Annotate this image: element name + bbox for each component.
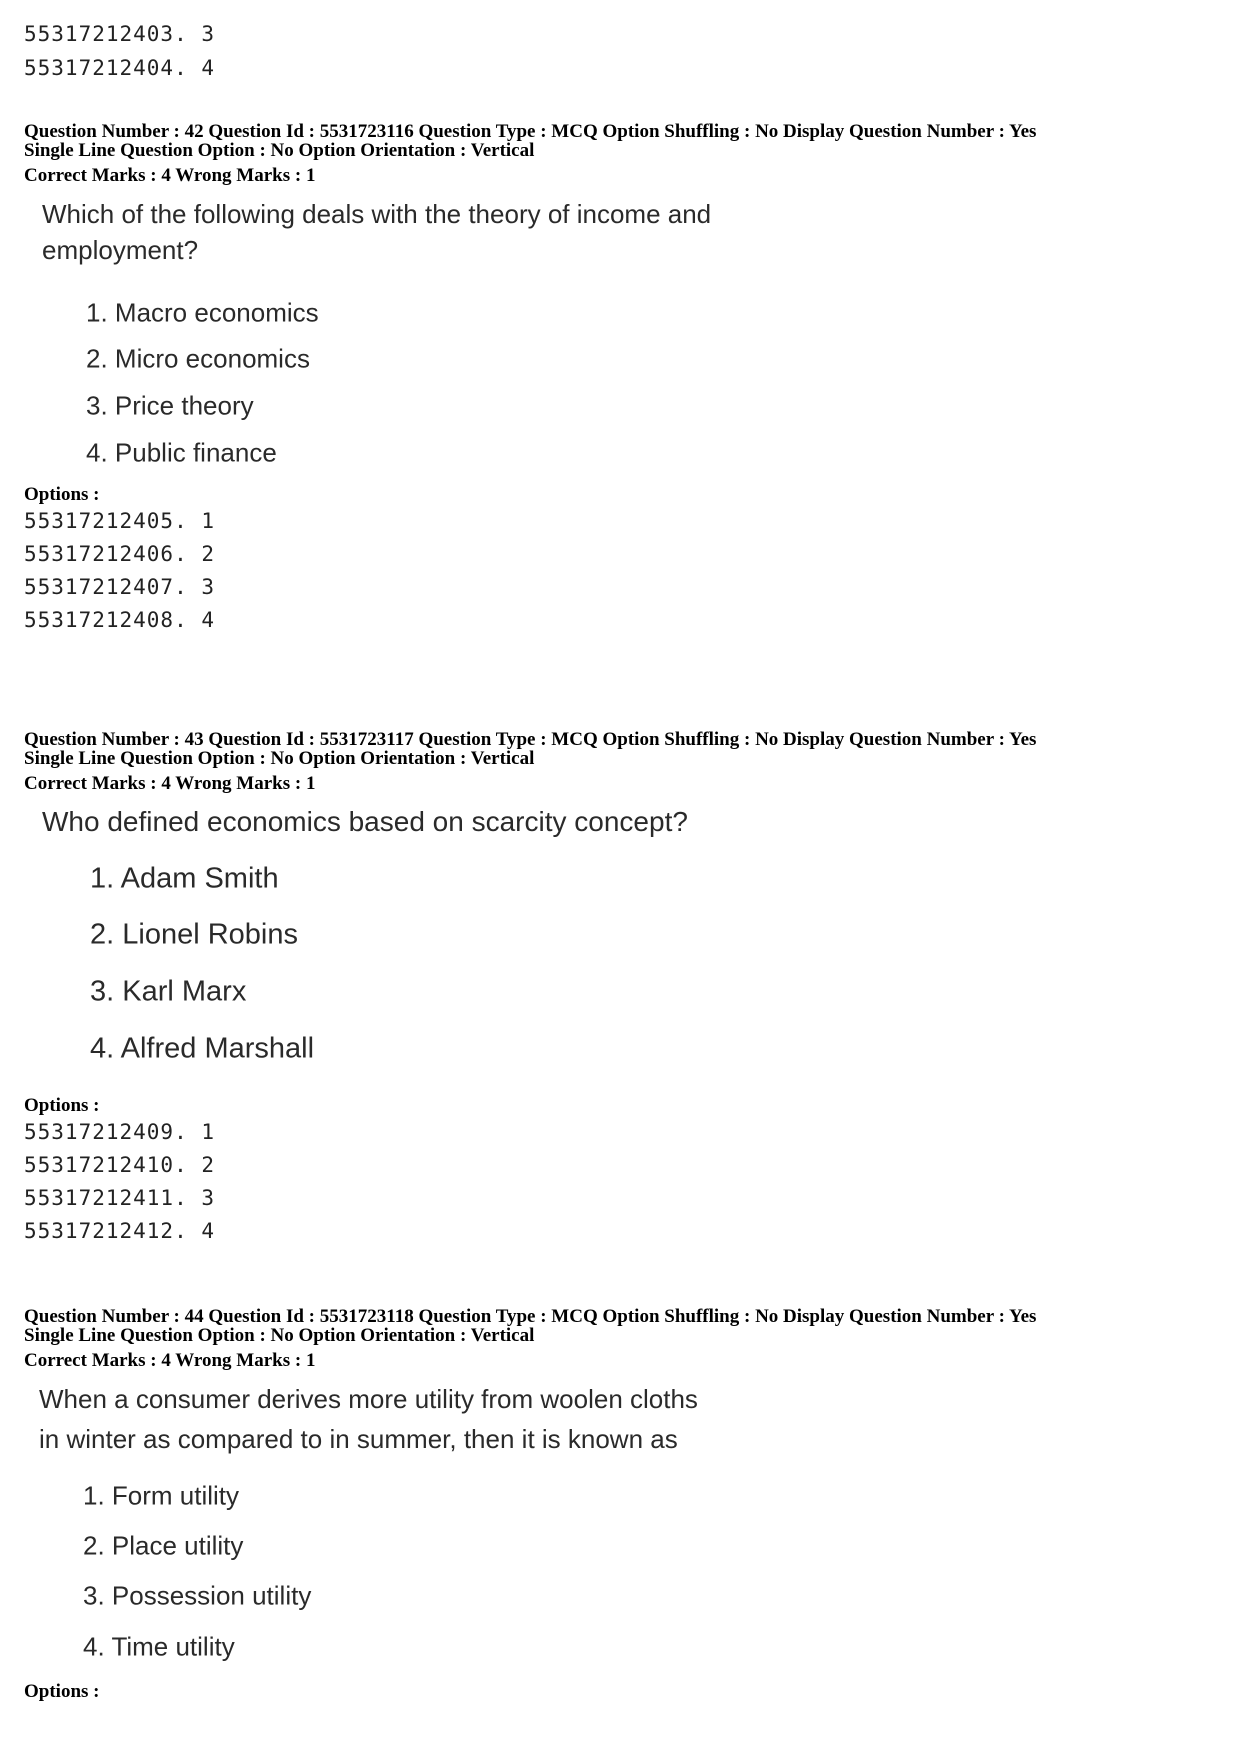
answer-choice: 4. Time utility xyxy=(83,1631,235,1662)
question-meta-line: Question Number : 42 Question Id : 5531723116 Question Type : MCQ Option Shuffling : No Display Question Number : Yes xyxy=(24,121,1037,142)
option-number: 1 xyxy=(201,509,216,533)
option-code-line: 55317212405. 1 xyxy=(24,509,216,533)
question-meta-line: Question Number : 44 Question Id : 5531723118 Question Type : MCQ Option Shuffling : No Display Question Number : Yes xyxy=(24,1306,1037,1327)
option-code-line: 55317212403. 3 xyxy=(24,22,216,46)
option-number: 2 xyxy=(201,1153,216,1177)
option-code-line: 55317212409. 1 xyxy=(24,1120,216,1144)
answer-choice: 3. Possession utility xyxy=(83,1580,312,1611)
option-code-line: 55317212404. 4 xyxy=(24,56,216,80)
option-id: 55317212412 xyxy=(24,1219,175,1243)
option-number: 1 xyxy=(201,1120,216,1144)
option-number: 3 xyxy=(201,575,216,599)
answer-choice: 3. Karl Marx xyxy=(90,975,247,1008)
question-stem-line: When a consumer derives more utility from woolen cloths xyxy=(39,1384,698,1414)
option-id: 55317212406 xyxy=(24,542,175,566)
question-stem-line: in winter as compared to in summer, then it is known as xyxy=(39,1424,678,1454)
option-code-line: 55317212407. 3 xyxy=(24,575,216,599)
option-id: 55317212409 xyxy=(24,1120,175,1144)
option-id: 55317212404 xyxy=(24,56,175,80)
option-code-line: 55317212406. 2 xyxy=(24,542,216,566)
question-meta-line: Single Line Question Option : No Option Orientation : Vertical xyxy=(24,1325,535,1346)
answer-choice: 2. Place utility xyxy=(83,1530,244,1561)
option-code-line: 55317212411. 3 xyxy=(24,1186,216,1210)
option-code-line: 55317212410. 2 xyxy=(24,1153,216,1177)
question-stem-line: Who defined economics based on scarcity concept? xyxy=(42,806,688,837)
answer-choice: 1. Adam Smith xyxy=(90,862,279,895)
option-code-line: 55317212408. 4 xyxy=(24,608,216,632)
option-id: 55317212407 xyxy=(24,575,175,599)
option-number: 4 xyxy=(201,1219,216,1243)
question-meta-line: Single Line Question Option : No Option Orientation : Vertical xyxy=(24,140,535,161)
answer-choice: 1. Macro economics xyxy=(86,297,319,328)
option-id: 55317212410 xyxy=(24,1153,175,1177)
option-number: 4 xyxy=(201,608,216,632)
option-number: 3 xyxy=(201,1186,216,1210)
answer-choice: 3. Price theory xyxy=(86,390,254,421)
marks-line: Correct Marks : 4 Wrong Marks : 1 xyxy=(24,1350,316,1371)
marks-line: Correct Marks : 4 Wrong Marks : 1 xyxy=(24,773,316,794)
question-stem-line: employment? xyxy=(42,235,199,265)
answer-choice: 1. Form utility xyxy=(83,1480,240,1511)
options-label: Options : xyxy=(24,484,100,505)
option-id: 55317212408 xyxy=(24,608,175,632)
option-number: 4 xyxy=(201,56,216,80)
option-number: 3 xyxy=(201,22,216,46)
option-id: 55317212405 xyxy=(24,509,175,533)
option-id: 55317212411 xyxy=(24,1186,175,1210)
option-number: 2 xyxy=(201,542,216,566)
answer-choice: 4. Alfred Marshall xyxy=(90,1032,315,1065)
option-id: 55317212403 xyxy=(24,22,175,46)
answer-choice: 2. Lionel Robins xyxy=(90,918,298,951)
option-code-line: 55317212412. 4 xyxy=(24,1219,216,1243)
question-meta-line: Single Line Question Option : No Option Orientation : Vertical xyxy=(24,748,535,769)
marks-line: Correct Marks : 4 Wrong Marks : 1 xyxy=(24,165,316,186)
options-label: Options : xyxy=(24,1095,100,1116)
question-meta-line: Question Number : 43 Question Id : 5531723117 Question Type : MCQ Option Shuffling : No Display Question Number : Yes xyxy=(24,729,1037,750)
answer-choice: 2. Micro economics xyxy=(86,343,310,374)
options-label: Options : xyxy=(24,1681,100,1702)
answer-choice: 4. Public finance xyxy=(86,437,277,468)
question-stem-line: Which of the following deals with the theory of income and xyxy=(42,199,712,229)
